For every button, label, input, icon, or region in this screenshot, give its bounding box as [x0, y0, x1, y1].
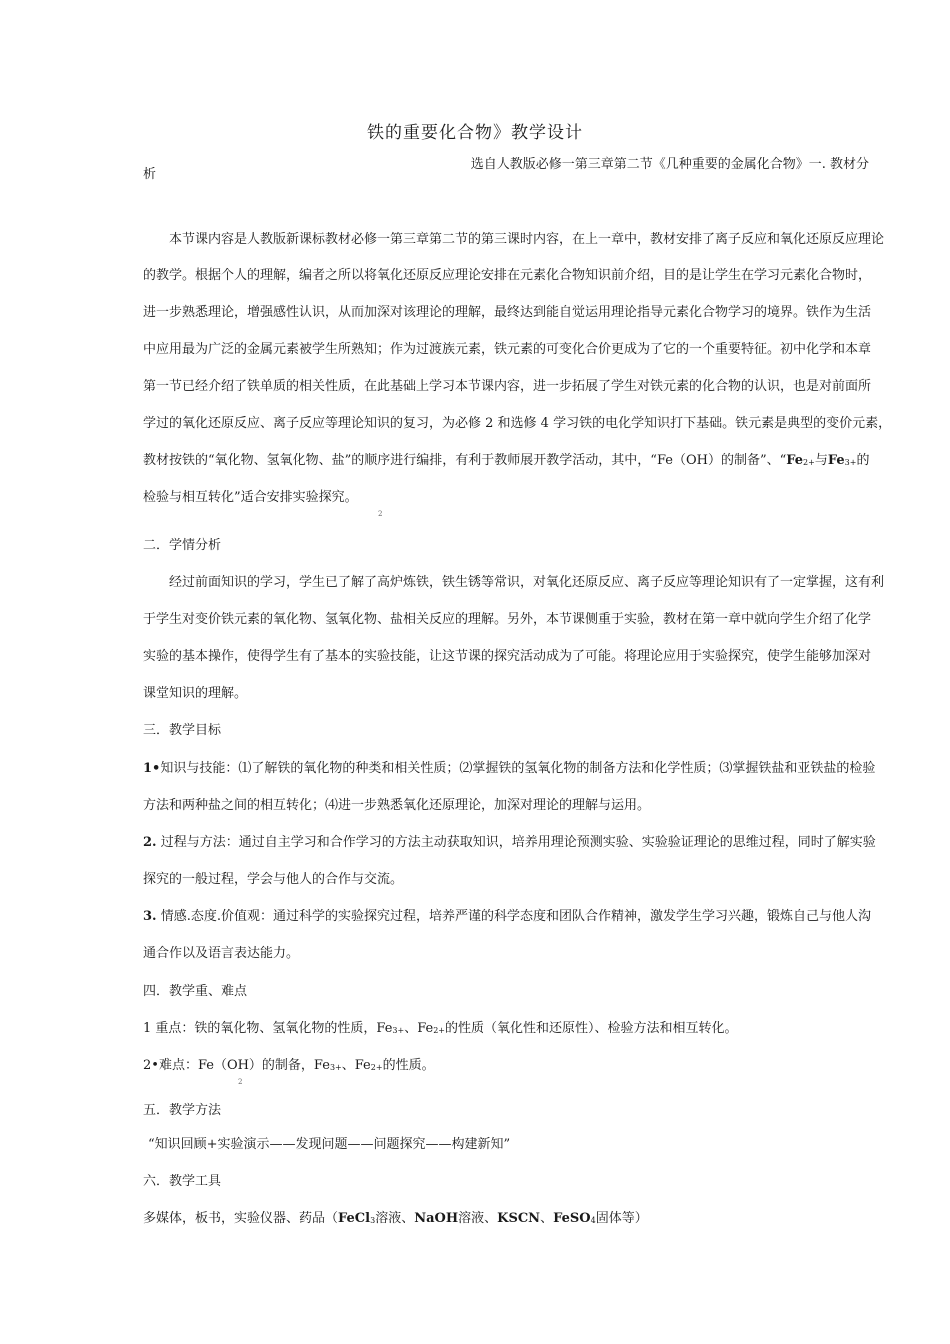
heading-teaching-goals: 三．教学目标	[143, 723, 222, 738]
formula-feso4: FeSO	[553, 1211, 591, 1226]
text-line: 本节课内容是人教版新课标教材必修一第三章第二节的第三课时内容，在上一章中，教材安排了离子反应和氧化还原反应理论	[169, 232, 885, 247]
heading-key-points: 四．教学重、难点	[143, 984, 248, 999]
subscript: 4	[590, 1216, 596, 1225]
text-segment: “Fe（OH）的制备”、“	[650, 453, 787, 468]
text-segment: 与	[814, 453, 828, 468]
goal-number: 1•	[143, 761, 161, 776]
text-line: 第一节已经介绍了铁单质的相关性质，在此基础上学习本节课内容，进一步拓展了学生对铁元素的化合物的认识，也是对前面所	[143, 379, 872, 394]
text-line	[143, 452, 869, 472]
document-title: 铁的重要化合物》教学设计	[367, 123, 583, 143]
text-segment: 教材按铁的“氧化物、氢氧化物、盐”的顺序进行编排，有利于教师展开教学活动，其中，	[143, 453, 651, 468]
text-segment: 、	[540, 1211, 554, 1226]
formula-fe: Fe	[827, 453, 845, 468]
text-segment: 固体等）	[595, 1211, 648, 1226]
formula-naoh: NaOH	[414, 1211, 459, 1226]
text-line: 实验的基本操作，使得学生有了基本的实验技能，让这节课的探究活动成为了可能。将理论应用于实验探究，使学生能够加深对	[143, 649, 872, 664]
source-line-wrap: 析	[143, 167, 157, 182]
text-segment: 的	[856, 453, 870, 468]
superscript: 3+	[844, 458, 857, 467]
text-segment: 的性质。	[382, 1058, 435, 1073]
key-point-line	[143, 1020, 869, 1040]
heading-student-analysis: 二．学情分析	[143, 538, 222, 553]
text-segment: 2•难点：Fe（OH）的制备，Fe	[143, 1058, 330, 1073]
source-line: 选自人教版必修一第三章第二节《几种重要的金属化合物》一. 教材分	[470, 157, 869, 172]
text-segment: 知识与技能：⑴了解铁的氧化物的种类和相关性质；⑵掌握铁的氢氧化物的制备方法和化学性质；⑶掌握铁盐和亚铁盐的检验	[160, 761, 876, 776]
formula-fecl3: FeCl	[338, 1211, 371, 1226]
text-line: 检验与相互转化”适合安排实验探究。	[143, 490, 358, 505]
stray-mark: 2	[378, 510, 383, 518]
subscript: 3	[370, 1216, 376, 1225]
text-segment: 、Fe	[404, 1021, 434, 1036]
text-segment: 的性质（氧化性和还原性）、检验方法和相互转化。	[445, 1021, 738, 1036]
text-segment: 、Fe	[341, 1058, 371, 1073]
formula-fe: Fe	[786, 453, 804, 468]
text-line: 学过的氧化还原反应、离子反应等理论知识的复习，为必修 2 和选修 4 学习铁的电化学知识打下基础。铁元素是典型的变价元素，	[143, 416, 892, 431]
difficulty-line	[143, 1057, 869, 1077]
superscript: 2+	[433, 1026, 446, 1035]
superscript: 2+	[370, 1063, 383, 1072]
text-line: 中应用最为广泛的金属元素被学生所熟知；作为过渡族元素，铁元素的可变化合价更成为了它的一个重要特征。初中化学和本章	[143, 342, 872, 357]
text-line	[143, 760, 876, 778]
goal-number: 2.	[143, 835, 157, 850]
text-line: 通合作以及语言表达能力。	[143, 946, 300, 961]
superscript: 3+	[329, 1063, 342, 1072]
heading-teaching-method: 五．教学方法	[143, 1103, 222, 1118]
text-line: 经过前面知识的学习，学生已了解了高炉炼铁，铁生锈等常识，对氧化还原反应、离子反应等理论知识有了一定掌握，这有利	[169, 575, 885, 590]
text-segment: 多媒体，板书，实验仪器、药品（	[143, 1211, 339, 1226]
goal-number: 3.	[143, 909, 157, 924]
text-line: 课堂知识的理解。	[143, 686, 248, 701]
teaching-tools-text	[143, 1210, 869, 1230]
superscript: 3+	[392, 1026, 405, 1035]
text-line: 于学生对变价铁元素的氧化物、氢氧化物、盐相关反应的理解。另外，本节课侧重于实验，教材在第一章中就向学生介绍了化学	[143, 612, 872, 627]
text-segment: 溶液、	[458, 1211, 498, 1226]
formula-kscn: KSCN	[497, 1211, 541, 1226]
stray-mark: 2	[238, 1078, 243, 1086]
text-line: 方法和两种盐之间的相互转化；⑷进一步熟悉氧化还原理论，加深对理论的理解与运用。	[143, 798, 651, 813]
text-line: 进一步熟悉理论，增强感性认识，从而加深对该理论的理解，最终达到能自觉运用理论指导元素化合物学习的境界。铁作为生活	[143, 305, 872, 320]
text-segment: 情感.态度.价值观：通过科学的实验探究过程，培养严谨的科学态度和团队合作精神，激发学生学习兴趣，锻炼自己与他人沟	[160, 909, 871, 924]
text-line	[143, 834, 876, 852]
text-line: 探究的一般过程，学会与他人的合作与交流。	[143, 872, 404, 887]
superscript: 2+	[803, 458, 815, 467]
heading-teaching-tools: 六．教学工具	[143, 1174, 222, 1189]
text-segment: 1 重点：铁的氧化物、氢氧化物的性质，Fe	[143, 1021, 393, 1036]
text-line: 的教学。根据个人的理解，编者之所以将氧化还原反应理论安排在元素化合物知识前介绍，目的是让学生在学习元素化合物时，	[143, 268, 872, 283]
text-segment: 溶液、	[375, 1211, 415, 1226]
text-segment: 过程与方法：通过自主学习和合作学习的方法主动获取知识，培养用理论预测实验、实验验证理论的思维过程，同时了解实验	[160, 835, 876, 850]
text-line	[143, 908, 869, 926]
teaching-method-text: “知识回顾+实验演示——发现问题——问题探究——构建新知”	[148, 1137, 511, 1152]
